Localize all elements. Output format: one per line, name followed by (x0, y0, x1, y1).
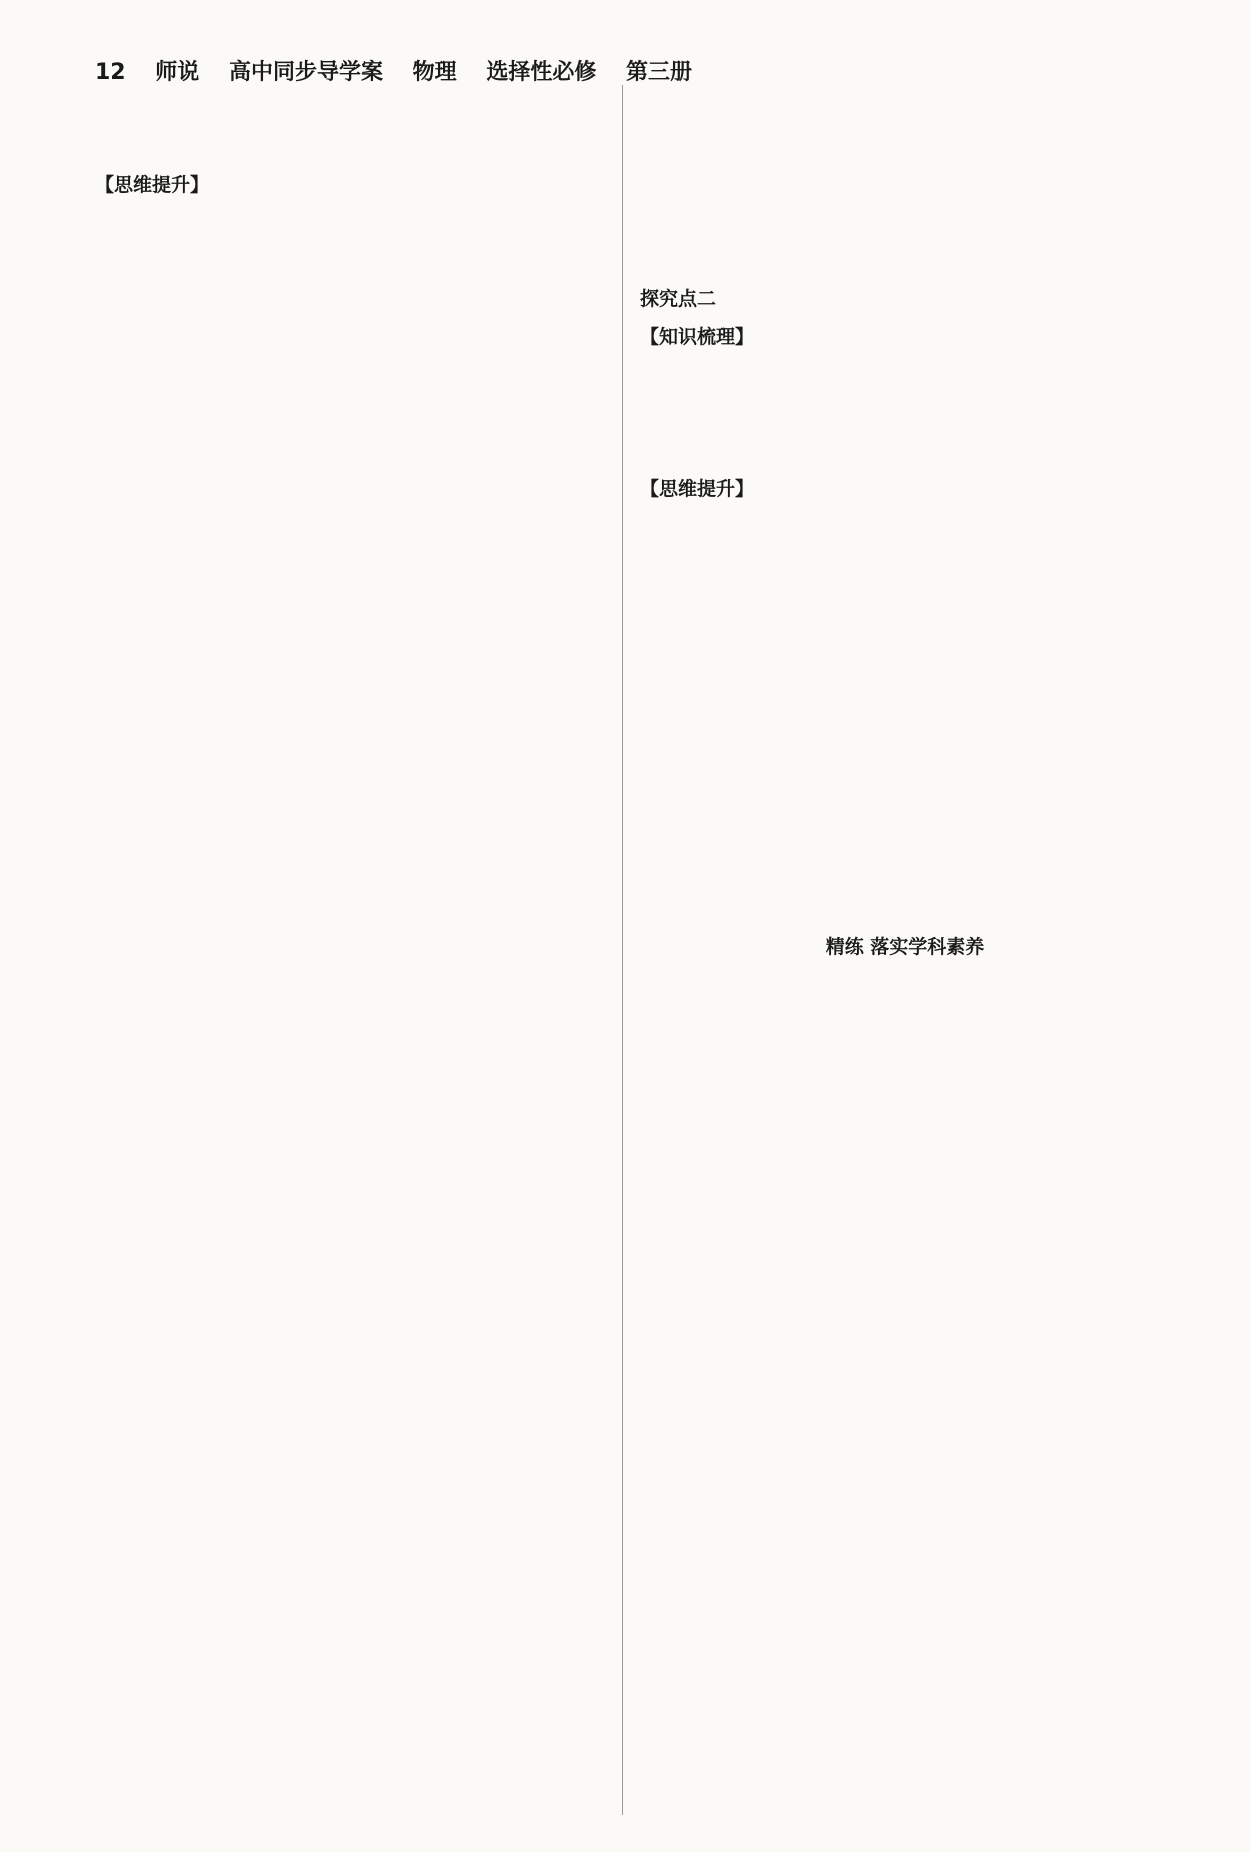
section-heading: 【思维提升】 (95, 174, 210, 196)
book-title: 高中同步导学案 (228, 60, 383, 85)
section-heading: 探究点二 (640, 288, 717, 310)
section-heading: 【思维提升】 (640, 478, 755, 500)
part: 第三册 (626, 60, 693, 85)
left-column (95, 90, 625, 204)
page-number: 12 (95, 60, 126, 85)
volume: 选择性必修 (486, 60, 597, 85)
right-column (640, 90, 1170, 966)
subject: 物理 (412, 60, 457, 85)
series-name: 师说 (155, 60, 200, 85)
page-header (95, 55, 714, 86)
column-divider (622, 85, 623, 1815)
practice-title: 精练 落实学科素养 (825, 936, 985, 958)
section-heading: 【知识梳理】 (640, 326, 755, 348)
